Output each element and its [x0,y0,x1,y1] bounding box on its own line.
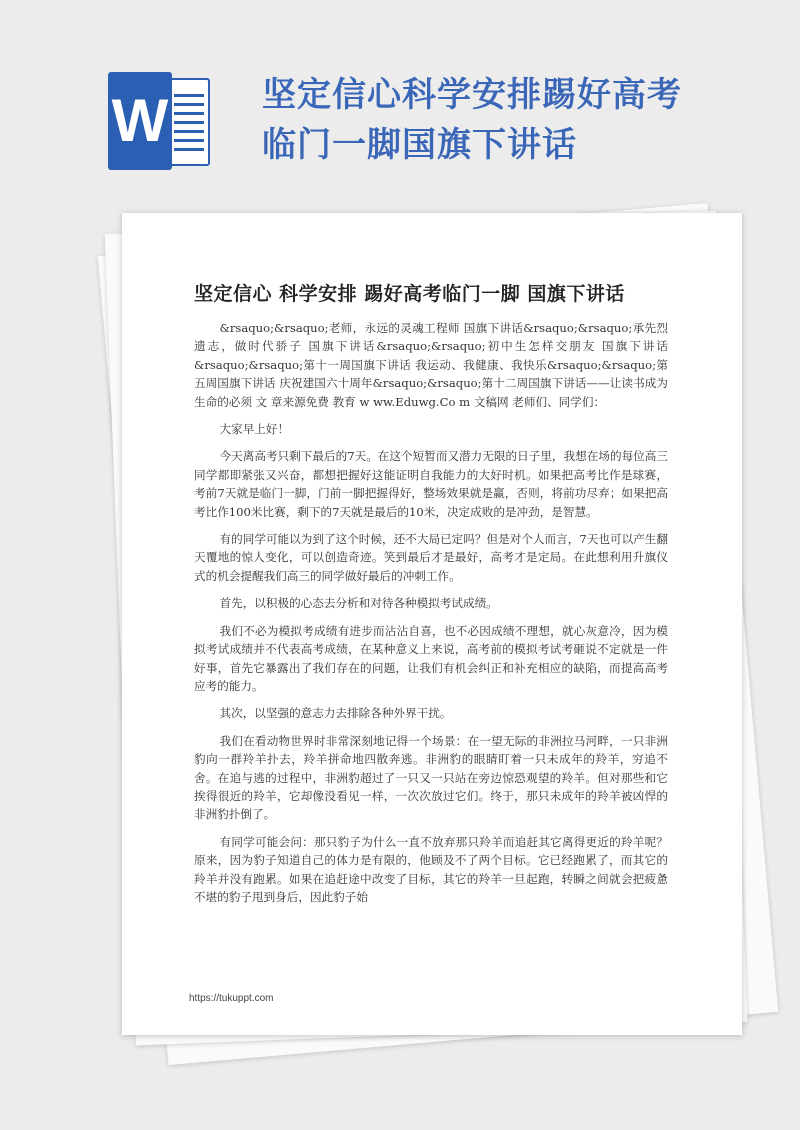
document-page [122,213,742,1035]
paragraph-heading-second: 其次，以坚强的意志力去排除各种外界干扰。 [219,706,452,721]
paragraph: 有的同学可能以为到了这个时候，还不大局已定吗？但是对个人而言，7天也可以产生翻天覆地的惊人变化，可以创造奇迹。笑到最后才是最好，高考才是定局。在此想利用升旗仪式的机会提醒我们高三的同学做好最后的冲刺工作。 [194,532,668,583]
paragraph-intro: &rsaquo;&rsaquo;老师，永远的灵魂工程师 国旗下讲话&rsaquo;&rsaquo;承先烈遗志，做时代骄子 国旗下讲话&rsaquo;&rsaquo;初中生怎样交朋友 国旗下讲话&rsaquo;&rsaquo;第十一周国旗下讲话 我运动、我健康、我快乐&rsaquo;&rsaquo;第五周国旗下讲话 庆祝建国六十周年&rsaquo;&rsaquo;第十二周国旗下讲话——让读书成为生命的必须 文 章来源免费 教育 w ww.Eduwg.Co m 文稿网 老师们、同学们： [194,321,668,409]
paragraph-heading-first: 首先，以积极的心态去分析和对待各种模拟考试成绩。 [219,596,498,611]
paragraph: 我们不必为模拟考成绩有进步而沾沾自喜，也不必因成绩不理想，就心灰意冷，因为模拟考试成绩并不代表高考成绩，在某种意义上来说，高考前的模拟考试考砸说不定就是一件好事，首先它暴露出了我们存在的问题，让我们有机会纠正和补充相应的缺陷，而提高高考应考的能力。 [194,623,668,693]
paragraph: 我们在看动物世界时非常深刻地记得一个场景：在一望无际的非洲拉马河畔，一只非洲豹向一群羚羊扑去，羚羊拼命地四散奔逃。非洲豹的眼睛盯着一只未成年的羚羊，穷追不舍。在追与逃的过程中，非洲豹超过了一只又一只站在旁边惊恐观望的羚羊。但对那些和它挨得很近的羚羊，它却像没看见一样，一次次放过它们。终于，那只未成年的羚羊被凶悍的非洲豹扑倒了。 [194,733,668,822]
document-body [194,319,668,915]
paragraph: 有同学可能会问：那只豹子为什么一直不放弃那只羚羊而追赶其它离得更近的羚羊呢？原来，因为豹子知道自己的体力是有限的，他顾及不了两个目标。它已经跑累了，而其它的羚羊并没有跑累。如果在追赶途中改变了目标，其它的羚羊一旦起跑，转瞬之间就会把疲惫不堪的豹子甩到身后，因此豹子始 [194,834,668,904]
page-title: 坚定信心科学安排踢好高考临门一脚国旗下讲话 [262,75,682,165]
paragraph: 今天离高考只剩下最后的7天。在这个短暂而又潜力无限的日子里，我想在场的每位高三同学都即紧张又兴奋，都想把握好这能证明自我能力的大好时机。如果把高考比作是球赛，考前7天就是临门一脚，门前一脚把握得好，整场效果就是赢，否则，将前功尽弃；如果把高考比作100米比赛，剩下的7天就是最后的10米，决定成败的是冲劲，是智慧。 [194,449,668,519]
word-document-icon [108,72,212,170]
footer-url[interactable]: https://tukuppt.com [189,993,274,1004]
paragraph-greeting: 大家早上好！ [219,422,290,437]
document-title: 坚定信心 科学安排 踢好高考临门一脚 国旗下讲话 [194,283,625,305]
header [0,0,800,215]
word-icon-letter: W [108,72,172,170]
